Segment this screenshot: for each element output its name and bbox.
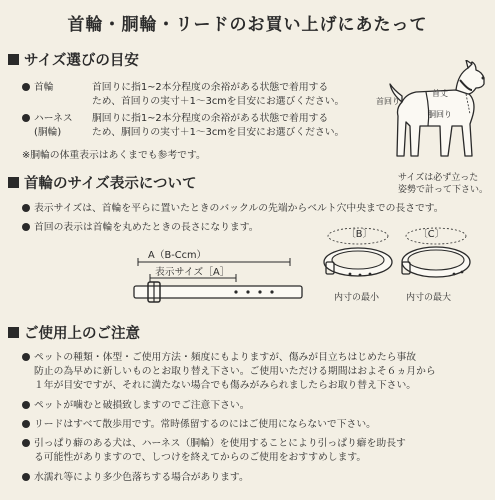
label-display-size: 表示サイズ［A］ (155, 267, 230, 278)
collar-line-2: ため、首回りの実寸＋1～3cmを目安にお選びください。 (92, 96, 345, 107)
page-title: 首輪・胴輪・リードのお買い上げにあたって (67, 15, 428, 35)
square-bullet-icon (8, 177, 19, 188)
caution-item-1-text-1: ペットの種類・体型・ご使用方法・頻度にもよりますが、傷みが目立ちはじめたら事故 (34, 352, 417, 363)
square-bullet-icon (8, 327, 19, 338)
caution-item-5-text: 水濡れ等により多少色落ちする場合があります。 (34, 472, 249, 483)
harness-line-2: ため、胴回りの実寸＋1～3cmを目安にお選びください。 (92, 127, 345, 138)
bullet-icon (22, 223, 30, 231)
label-b: 〔B〕 (346, 229, 373, 240)
label-a: A（B-Ccm） (148, 250, 207, 261)
collar-size-item-2-text: 首回の表示は首輪を丸めたときの長さになります。 (34, 222, 259, 233)
caution-item-3 (22, 419, 376, 431)
harness-label (22, 113, 73, 125)
cautions-heading-text: ご使用上のご注意 (24, 326, 140, 342)
bullet-icon (22, 353, 30, 361)
dog-caption-1: サイズは必ず立った (398, 173, 479, 183)
size-guide-heading (8, 49, 139, 70)
caption-max: 内寸の最大 (406, 293, 452, 303)
collar-size-item-1 (22, 203, 444, 215)
dog-label-chest: 首丈 (432, 89, 448, 98)
ring-collar-min-diagram (318, 222, 398, 288)
caution-item-2-text: ペットが噛むと破損致しますのでご注意下さい。 (34, 400, 250, 411)
caution-item-1-line-1 (22, 352, 416, 364)
bullet-icon (22, 439, 30, 447)
collar-label (22, 82, 54, 94)
size-guide-heading-text: サイズ選びの目安 (24, 53, 139, 69)
bullet-icon (22, 114, 30, 122)
cautions-heading (8, 322, 140, 343)
caution-item-3-text: リードはすべて散歩用です。常時係留するのにはご使用にならないで下さい。 (34, 419, 376, 430)
collar-line-1: 首回りに指1~2本分程度の余裕がある状態で着用する (92, 82, 329, 93)
bullet-icon (22, 473, 30, 481)
caution-item-5 (22, 472, 249, 484)
bullet-icon (22, 83, 30, 91)
dog-label-neck: 首回り (376, 97, 400, 106)
weight-note: ※胴輪の体重表示はあくまでも参考です。 (22, 150, 206, 161)
harness-label-text: ハーネス (34, 113, 73, 124)
collar-size-item-1-text: 表示サイズは、首輪を平らに置いたときのバックルの先端からベルト穴中央までの長さです。 (34, 203, 444, 214)
caution-item-4-text-1: 引っぱり癖のある犬は、ハーネス（胴輪）を使用することにより引っぱり癖を助長す (34, 438, 406, 449)
square-bullet-icon (8, 54, 19, 65)
caption-min: 内寸の最小 (334, 293, 380, 303)
caution-item-1-line-3: １年が目安ですが、それに満たない場合でも傷みがみられましたらお取り替え下さい。 (34, 380, 417, 391)
harness-sub-label: (胴輪) (34, 127, 62, 138)
caution-item-2 (22, 400, 250, 412)
bullet-icon (22, 420, 30, 428)
bullet-icon (22, 401, 30, 409)
collar-size-heading (8, 172, 197, 193)
caution-item-4-line-1 (22, 438, 406, 450)
dog-label-body: 胴回り (428, 110, 452, 119)
collar-size-item-2 (22, 222, 259, 234)
caution-item-1-line-2: 防止の為早めに新しいものとお取り替え下さい。ご使用いただける期間はおよそ６ヵ月から (34, 366, 436, 377)
collar-label-text: 首輪 (34, 82, 54, 93)
ring-collar-max-diagram (396, 222, 476, 288)
collar-size-heading-text: 首輪のサイズ表示について (24, 176, 197, 192)
dog-caption-2: 姿勢で計って下さい。 (398, 185, 489, 195)
harness-line-1: 胴回りに指1~2本分程度の余裕がある状態で着用する (92, 113, 329, 124)
caution-item-4-line-2: る可能性がありますので、しつけを終えてからのご使用をおすすめします。 (34, 452, 367, 463)
label-c: 〔C〕 (418, 229, 445, 240)
bullet-icon (22, 204, 30, 212)
